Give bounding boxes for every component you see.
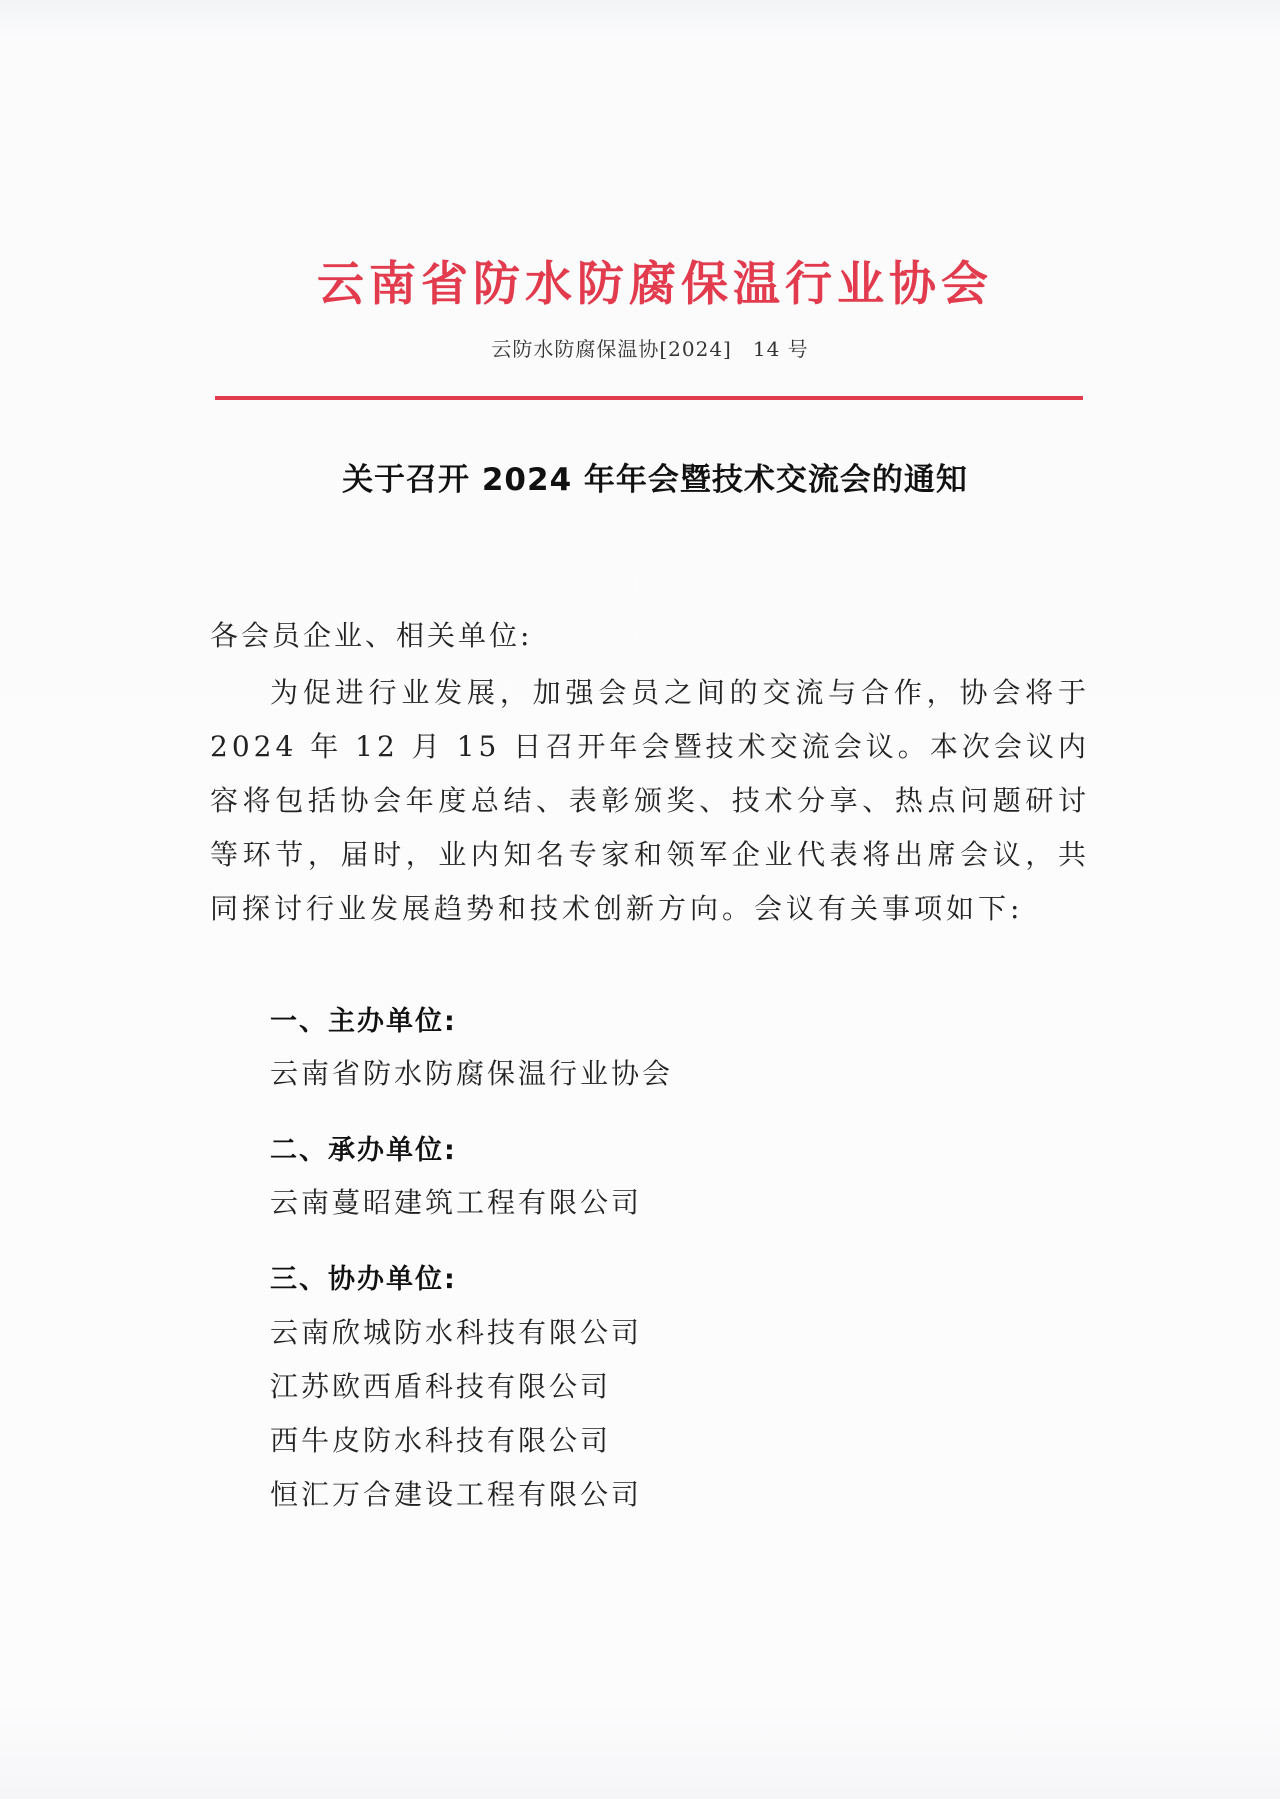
co-organizer-unit: 恒汇万合建设工程有限公司 (270, 1478, 643, 1511)
document-number: 云防水防腐保温协[2024] 14 号 (491, 337, 809, 361)
co-organizer-unit: 江苏欧西盾科技有限公司 (270, 1370, 612, 1403)
header-divider (215, 396, 1083, 400)
organizer-unit: 云南蔓昭建筑工程有限公司 (270, 1186, 643, 1219)
body-paragraph: 为促进行业发展，加强会员之间的交流与合作，协会将于 2024 年 12 月 15 日召开年会暨技术交流会议。本次会议内容将包括协会年度总结、表彰颁奖、技术分享、热点问题研讨等环节，届时，业内知名专家和领军企业代表将出席会议，共同探讨行业发展趋势和技术创新方向。会议有关事项如下: (210, 676, 1090, 925)
section-heading-co-organizers: 三、协办单位: (270, 1264, 457, 1295)
co-organizer-unit: 西牛皮防水科技有限公司 (270, 1424, 612, 1457)
section-heading-host: 一、主办单位: (270, 1006, 457, 1037)
co-organizer-unit: 云南欣城防水科技有限公司 (270, 1316, 643, 1349)
organization-name: 云南省防水防腐保温行业协会 (317, 257, 993, 312)
notice-title: 关于召开 2024 年年会暨技术交流会的通知 (342, 462, 968, 498)
salutation: 各会员企业、相关单位: (210, 619, 533, 652)
section-heading-organizer: 二、承办单位: (270, 1135, 457, 1166)
host-unit: 云南省防水防腐保温行业协会 (270, 1057, 674, 1090)
